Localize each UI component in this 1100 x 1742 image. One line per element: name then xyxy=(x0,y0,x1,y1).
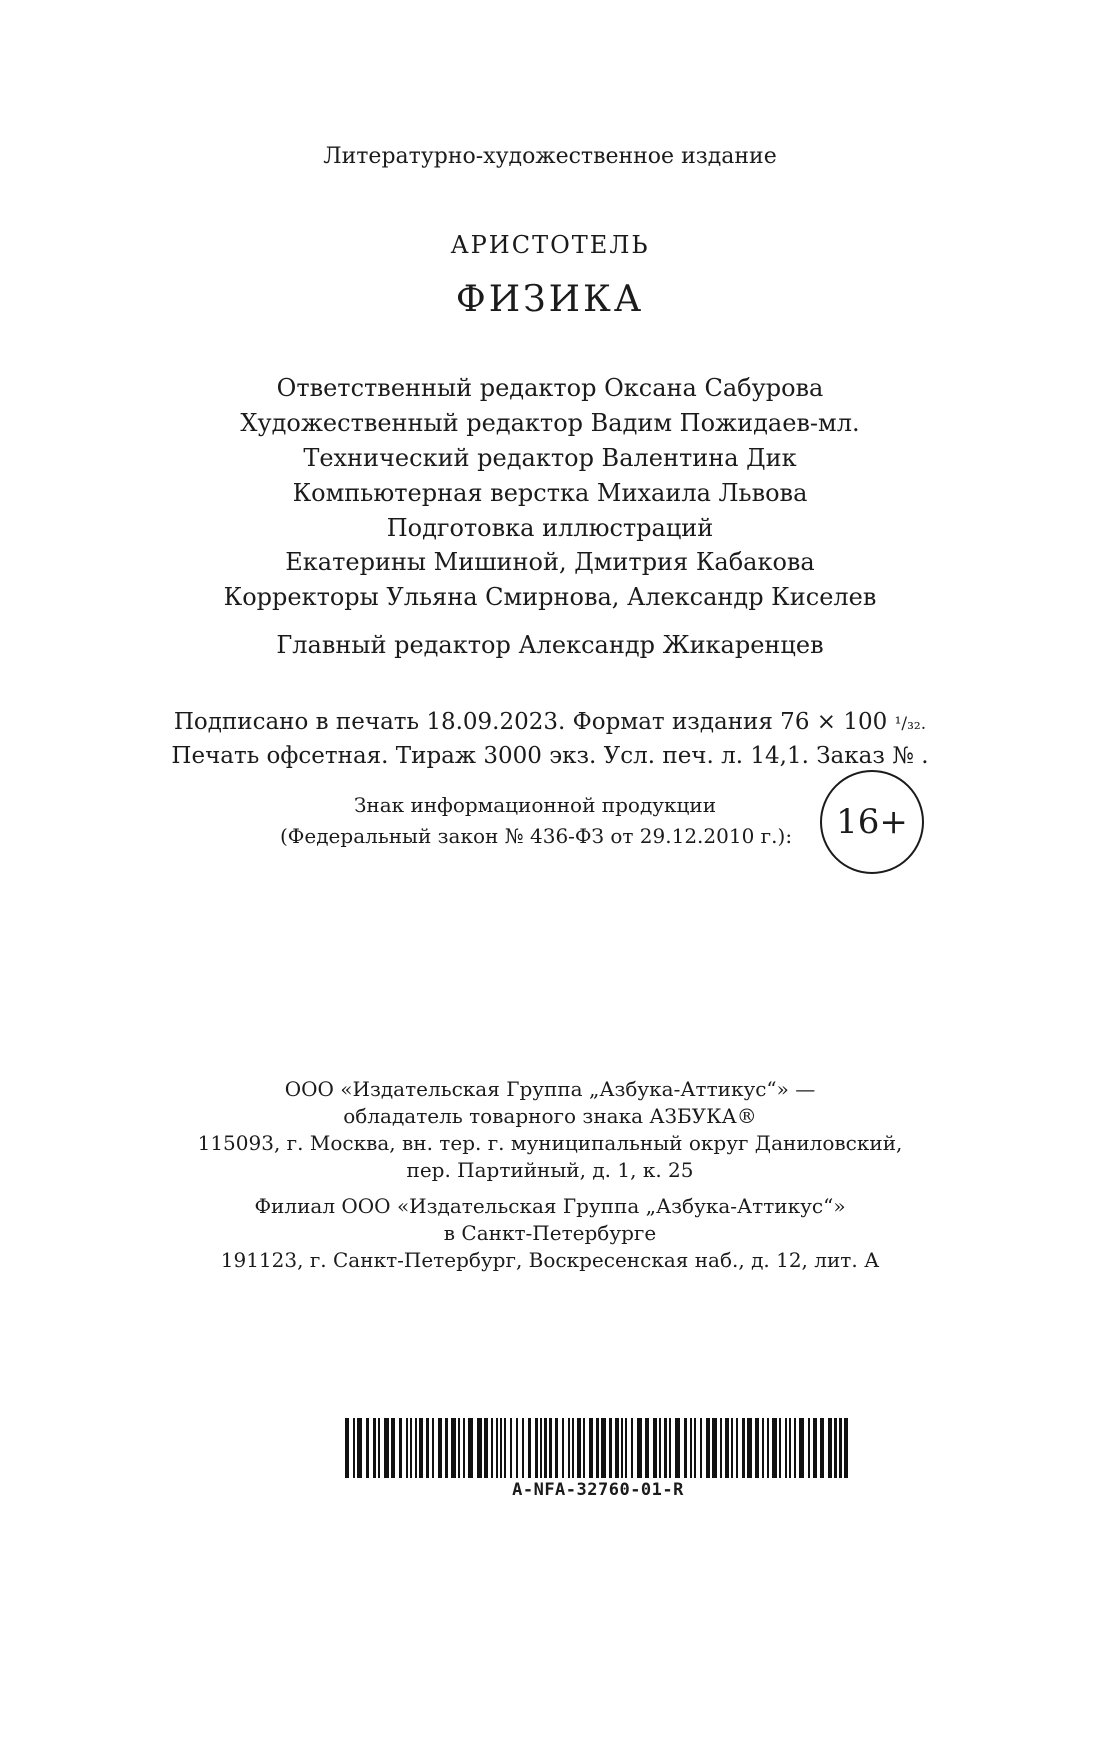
barcode-bar xyxy=(528,1418,531,1478)
barcode-bar xyxy=(500,1418,502,1478)
barcode-bar xyxy=(609,1418,612,1478)
barcode-bar xyxy=(522,1418,524,1478)
barcode-bars xyxy=(343,1418,853,1478)
barcode-bar xyxy=(596,1418,599,1478)
barcode-bar xyxy=(747,1418,752,1478)
barcode-bar xyxy=(516,1418,518,1478)
barcode-bar xyxy=(583,1418,585,1478)
chief-editor: Главный редактор Александр Жикаренцев xyxy=(276,631,824,659)
barcode-bar xyxy=(664,1418,667,1478)
barcode-bar xyxy=(399,1418,402,1478)
barcode-bar xyxy=(690,1418,692,1478)
barcode-bar xyxy=(694,1418,696,1478)
barcode-bar xyxy=(828,1418,832,1478)
barcode-bar xyxy=(562,1418,564,1478)
print-info-main: Подписано в печать 18.09.2023. Формат издания 76 × 100 xyxy=(173,709,895,735)
barcode-bar xyxy=(535,1418,538,1478)
credit-line: Художественный редактор Вадим Пожидаев-мл. xyxy=(240,409,860,437)
barcode-bar xyxy=(572,1418,574,1478)
barcode-bar xyxy=(445,1418,448,1478)
barcode-bar xyxy=(504,1418,506,1478)
barcode-bar xyxy=(432,1418,434,1478)
barcode-bar xyxy=(767,1418,769,1478)
barcode-bar xyxy=(839,1418,842,1478)
credit-line: Корректоры Ульяна Смирнова, Александр Киселев xyxy=(223,583,877,611)
barcode-bar xyxy=(477,1418,482,1478)
barcode-bar xyxy=(625,1418,627,1478)
barcode-bar xyxy=(496,1418,498,1478)
print-info-line: Печать офсетная. Тираж 3000 экз. Усл. печ. л. 14,1. Заказ № . xyxy=(171,743,929,769)
format-fraction: ¹/₃₂. xyxy=(894,714,927,734)
barcode-bar xyxy=(384,1418,389,1478)
barcode-bar xyxy=(789,1418,791,1478)
publisher-line: 115093, г. Москва, вн. тер. г. муниципальный округ Даниловский, xyxy=(197,1131,903,1155)
barcode-bar xyxy=(799,1418,804,1478)
info-sign-line: (Федеральный закон № 436-ФЗ от 29.12.2010 г.): xyxy=(280,824,793,848)
barcode-bar xyxy=(720,1418,722,1478)
barcode-bar xyxy=(700,1418,702,1478)
barcode-bar xyxy=(438,1418,442,1478)
author-name: АРИСТОТЕЛЬ xyxy=(450,231,650,259)
barcode-bar xyxy=(345,1418,349,1478)
barcode-bar xyxy=(549,1418,552,1478)
barcode-bar xyxy=(675,1418,680,1478)
barcode-bar xyxy=(785,1418,787,1478)
credit-line: Технический редактор Валентина Дик xyxy=(303,444,797,472)
barcode-bar xyxy=(653,1418,657,1478)
barcode-bar xyxy=(684,1418,687,1478)
barcode-bar xyxy=(415,1418,417,1478)
barcode-bar xyxy=(808,1418,810,1478)
publisher-line: ООО «Издательская Группа „Азбука-Аттикус“» — xyxy=(284,1077,816,1101)
barcode-bar xyxy=(772,1418,777,1478)
info-sign-text xyxy=(280,790,793,852)
barcode-bar xyxy=(615,1418,619,1478)
barcode-bar xyxy=(373,1418,376,1478)
barcode-bar xyxy=(577,1418,581,1478)
credit-line: Подготовка иллюстраций xyxy=(386,514,714,542)
barcode-bar xyxy=(731,1418,733,1478)
barcode-bar xyxy=(834,1418,837,1478)
barcode-bar xyxy=(762,1418,764,1478)
barcode-bar xyxy=(736,1418,738,1478)
barcode-bar xyxy=(621,1418,623,1478)
barcode-bar xyxy=(820,1418,824,1478)
barcode-bar xyxy=(353,1418,355,1478)
barcode-bar xyxy=(510,1418,512,1478)
barcode-bar xyxy=(601,1418,606,1478)
barcode-bar xyxy=(725,1418,729,1478)
barcode-bar xyxy=(491,1418,493,1478)
edition-type: Литературно-художественное издание xyxy=(323,144,777,169)
publisher-line: пер. Партийный, д. 1, к. 25 xyxy=(406,1158,694,1182)
print-info-line xyxy=(0,711,1100,734)
barcode-bar xyxy=(645,1418,649,1478)
info-sign-line: Знак информационной продукции xyxy=(353,793,717,817)
barcode-bar xyxy=(410,1418,412,1478)
barcode-bar xyxy=(659,1418,661,1478)
credit-line: Ответственный редактор Оксана Сабурова xyxy=(276,374,824,402)
barcode-bar xyxy=(540,1418,542,1478)
barcode xyxy=(343,1418,853,1500)
barcode-bar xyxy=(463,1418,465,1478)
barcode-bar xyxy=(631,1418,633,1478)
barcode-bar xyxy=(844,1418,848,1478)
barcode-bar xyxy=(544,1418,547,1478)
barcode-code: A-NFA-32760-01-R xyxy=(512,1480,684,1500)
barcode-bar xyxy=(468,1418,473,1478)
age-rating-badge: 16+ xyxy=(820,770,924,874)
barcode-bar xyxy=(669,1418,671,1478)
barcode-bar xyxy=(419,1418,423,1478)
barcode-bar xyxy=(706,1418,710,1478)
barcode-bar xyxy=(406,1418,408,1478)
barcode-bar xyxy=(366,1418,369,1478)
publisher-line: обладатель товарного знака АЗБУКА® xyxy=(343,1104,757,1128)
barcode-bar xyxy=(555,1418,558,1478)
barcode-bar xyxy=(637,1418,642,1478)
barcode-bar xyxy=(458,1418,460,1478)
barcode-bar xyxy=(742,1418,745,1478)
barcode-bar xyxy=(712,1418,717,1478)
barcode-bar xyxy=(568,1418,570,1478)
barcode-bar xyxy=(813,1418,817,1478)
credit-line: Компьютерная верстка Михаила Львова xyxy=(292,479,808,507)
barcode-bar xyxy=(426,1418,429,1478)
barcode-bar xyxy=(589,1418,593,1478)
branch-line: в Санкт-Петербурге xyxy=(443,1221,657,1245)
barcode-bar xyxy=(357,1418,362,1478)
barcode-bar xyxy=(378,1418,380,1478)
barcode-bar xyxy=(451,1418,456,1478)
barcode-bar xyxy=(794,1418,796,1478)
barcode-bar xyxy=(755,1418,759,1478)
book-title: ФИЗИКА xyxy=(455,279,645,320)
branch-line: Филиал ООО «Издательская Группа „Азбука-Аттикус“» xyxy=(254,1194,846,1218)
barcode-bar xyxy=(484,1418,488,1478)
credit-line: Екатерины Мишиной, Дмитрия Кабакова xyxy=(285,548,815,576)
barcode-bar xyxy=(779,1418,781,1478)
branch-line: 191123, г. Санкт-Петербург, Воскресенская наб., д. 12, лит. А xyxy=(220,1248,880,1272)
barcode-bar xyxy=(391,1418,395,1478)
